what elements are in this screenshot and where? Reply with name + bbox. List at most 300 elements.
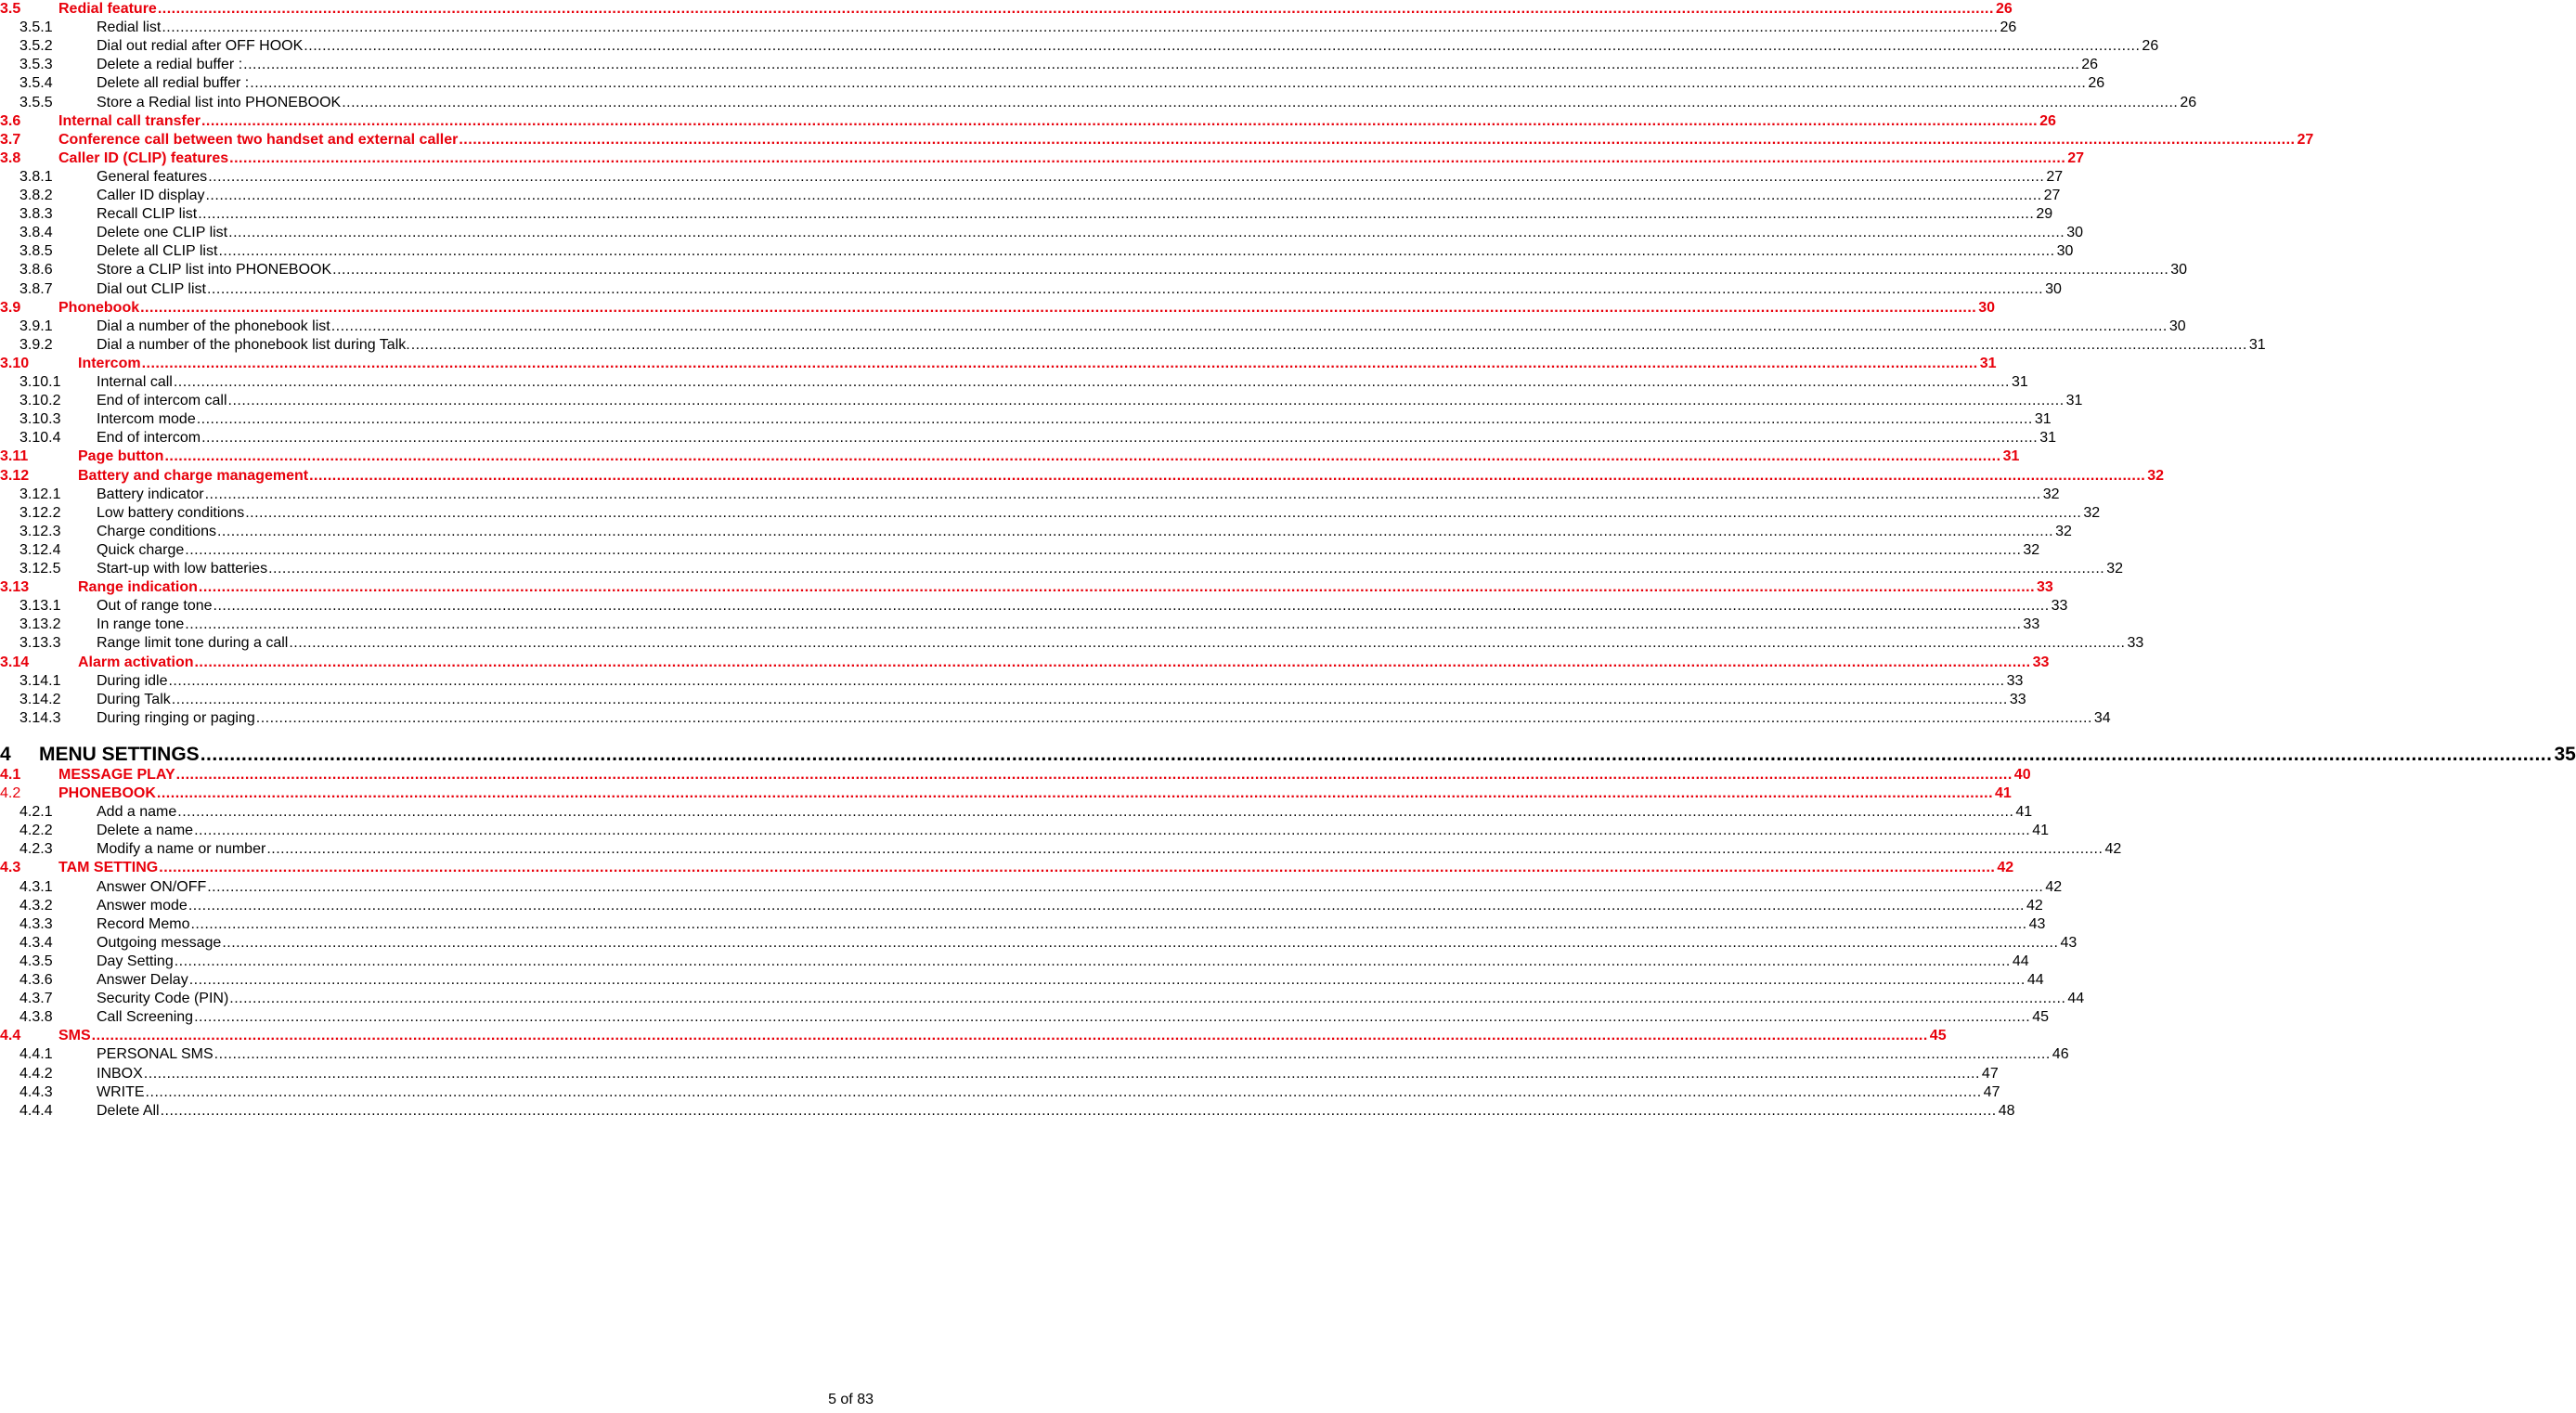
toc-entry-number: 3.9.2 [19, 336, 53, 353]
toc-entry-line [58, 766, 2031, 784]
dot-leader: ................................................................................................................................................................................................................................................................................................................................................................................................................ [157, 1, 1994, 17]
toc-entry-title: MENU SETTINGS [39, 743, 200, 765]
dot-leader: ................................................................................................................................................................................................................................................................................................................................................................................................................ [304, 38, 2141, 55]
toc-entry[interactable] [0, 187, 2061, 205]
toc-entry-page: 32 [2023, 541, 2040, 558]
toc-entry[interactable] [0, 1065, 1999, 1083]
toc-entry-number: 3.10 [0, 355, 30, 371]
toc-entry-page: 32 [2042, 486, 2060, 502]
toc-entry-page: 31 [2065, 393, 2083, 409]
toc-entry-title: Quick charge [97, 541, 185, 558]
toc-entry-line [97, 822, 2049, 840]
toc-entry-line [97, 373, 2028, 392]
toc-entry-number: 3.7 [0, 131, 21, 148]
toc-entry[interactable] [0, 840, 2122, 859]
toc-entry[interactable] [0, 112, 2056, 131]
dot-leader: ................................................................................................................................................................................................................................................................................................................................................................................................................ [309, 467, 2146, 484]
toc-entry-line [97, 541, 2040, 560]
toc-entry[interactable] [0, 486, 2060, 504]
toc-entry-number: 4.3.3 [19, 915, 53, 932]
toc-entry-line [97, 205, 2053, 224]
dot-leader: ................................................................................................................................................................................................................................................................................................................................................................................................................ [205, 188, 2042, 203]
toc-entry-title: MESSAGE PLAY [58, 766, 175, 783]
toc-entry-title: In range tone [97, 616, 185, 633]
toc-entry-title: Low battery conditions [97, 504, 245, 521]
toc-entry-line [97, 410, 2052, 429]
toc-entry-line [97, 318, 2186, 336]
toc-entry-page: 32 [2055, 523, 2072, 539]
toc-entry-number: 3.11 [0, 448, 29, 465]
toc-entry[interactable] [0, 784, 2012, 803]
toc-entry[interactable] [0, 467, 2164, 486]
toc-entry[interactable] [0, 0, 2013, 19]
toc-entry-number: 3.8.6 [19, 262, 53, 279]
toc-entry[interactable] [0, 541, 2040, 560]
toc-entry-number: 3.12.4 [19, 541, 61, 558]
toc-entry-number: 4.1 [0, 766, 21, 783]
toc-entry-title: Intercom mode [97, 411, 196, 428]
toc-entry-number: 4.3.7 [19, 991, 53, 1007]
dot-leader: ................................................................................................................................................................................................................................................................................................................................................................................................................ [174, 953, 2011, 969]
toc-entry-title: Add a name [97, 804, 177, 821]
toc-entry-title: During idle [97, 672, 168, 689]
toc-entry-number: 4.4.3 [19, 1083, 53, 1100]
toc-entry-title: INBOX [97, 1065, 143, 1082]
toc-entry-line [78, 355, 1997, 373]
toc-entry-page: 32 [2147, 467, 2164, 484]
toc-entry-page: 26 [1995, 1, 2013, 17]
toc-entry[interactable] [0, 94, 2197, 112]
toc-entry[interactable] [0, 149, 2085, 168]
toc-entry-page: 29 [2036, 206, 2053, 223]
toc-entry-page: 30 [1978, 299, 1996, 316]
toc-entry-number: 4.3.2 [19, 897, 53, 914]
toc-entry[interactable] [0, 429, 2056, 447]
toc-entry-title: Outgoing message [97, 934, 222, 951]
dot-leader: ................................................................................................................................................................................................................................................................................................................................................................................................................ [143, 1065, 1980, 1082]
toc-entry-page: 40 [2013, 766, 2031, 783]
toc-entry-page: 27 [2046, 168, 2064, 185]
toc-entry-line [97, 840, 2122, 859]
toc-entry-title: Caller ID display [97, 188, 205, 203]
toc-entry-title: Answer ON/OFF [97, 878, 207, 895]
toc-entry-page: 33 [2037, 579, 2053, 596]
toc-entry-number: 3.14 [0, 654, 30, 670]
dot-leader: ................................................................................................................................................................................................................................................................................................................................................................................................................ [159, 860, 1996, 876]
toc-entry[interactable] [0, 168, 2064, 187]
toc-entry-title: Recall CLIP list [97, 206, 198, 223]
toc-entry-number: 4.4.2 [19, 1065, 53, 1082]
toc-entry-page: 31 [2039, 430, 2056, 447]
toc-entry-page: 27 [2067, 149, 2085, 166]
dot-leader: ................................................................................................................................................................................................................................................................................................................................................................................................................ [175, 766, 2013, 783]
toc-entry-line [97, 336, 2266, 355]
toc-entry-line [97, 74, 2105, 93]
dot-leader: ................................................................................................................................................................................................................................................................................................................................................................................................................ [208, 168, 2045, 185]
toc-entry-title: Charge conditions [97, 523, 216, 539]
dot-leader: ................................................................................................................................................................................................................................................................................................................................................................................................................ [194, 654, 2031, 670]
toc-entry-line [97, 915, 2046, 934]
dot-leader: ................................................................................................................................................................................................................................................................................................................................................................................................................ [140, 299, 1977, 316]
toc-entry[interactable] [0, 131, 2314, 149]
toc-entry-number: 3.12.5 [19, 561, 61, 577]
toc-entry-page: 48 [1998, 1102, 2015, 1119]
toc-entry[interactable] [0, 742, 2576, 768]
toc-entry[interactable] [0, 803, 2033, 822]
toc-entry-line [58, 859, 2014, 877]
dot-leader: ................................................................................................................................................................................................................................................................................................................................................................................................................ [206, 280, 2044, 297]
toc-entry-page: 32 [2083, 504, 2101, 521]
toc-entry-page: 44 [2012, 953, 2029, 969]
toc-entry-page: 31 [1979, 355, 1997, 371]
toc-entry-line [78, 654, 2050, 672]
dot-leader: ................................................................................................................................................................................................................................................................................................................................................................................................................ [214, 1046, 2051, 1063]
toc-entry-page: 44 [2026, 972, 2044, 988]
toc-entry-line [97, 803, 2033, 822]
toc-entry-title: Modify a name or number [97, 841, 266, 858]
toc-entry-number: 3.14.3 [19, 709, 61, 726]
toc-entry-title: Security Code (PIN) [97, 991, 229, 1007]
toc-entry-number: 4.3 [0, 860, 21, 876]
toc-entry[interactable] [0, 336, 2266, 355]
toc-entry[interactable] [0, 242, 2074, 261]
toc-entry-page: 30 [2045, 280, 2062, 297]
toc-entry-title: Answer Delay [97, 972, 188, 988]
toc-entry-page: 43 [2028, 915, 2046, 932]
toc-entry-page: 46 [2052, 1046, 2069, 1063]
toc-entry[interactable] [0, 578, 2053, 597]
toc-entry-number: 3.13.3 [19, 635, 61, 652]
dot-leader: ................................................................................................................................................................................................................................................................................................................................................................................................................ [185, 541, 2022, 558]
toc-entry-page: 41 [2015, 804, 2033, 821]
toc-entry-number: 4.4.1 [19, 1046, 53, 1063]
dot-leader: ................................................................................................................................................................................................................................................................................................................................................................................................................ [459, 131, 2296, 148]
toc-entry[interactable] [0, 56, 2099, 74]
toc-entry-page: 26 [2142, 38, 2159, 55]
toc-entry-page: 26 [2000, 19, 2017, 36]
toc-entry[interactable] [0, 878, 2063, 897]
toc-entry-page: 42 [2045, 878, 2063, 895]
toc-entry-title: Redial list [97, 19, 162, 36]
toc-entry-title: During ringing or paging [97, 709, 255, 726]
toc-entry-line [97, 56, 2099, 74]
dot-leader: ................................................................................................................................................................................................................................................................................................................................................................................................................ [332, 262, 2169, 279]
dot-leader: ................................................................................................................................................................................................................................................................................................................................................................................................................ [160, 1102, 1997, 1119]
toc-entry[interactable] [0, 523, 2072, 541]
toc-entry-title: Day Setting [97, 953, 174, 969]
toc-entry[interactable] [0, 19, 2017, 37]
toc-entry-title: Delete a name [97, 823, 194, 839]
toc-entry-page: 26 [2180, 94, 2197, 110]
toc-entry-number: 3.8 [0, 149, 21, 166]
toc-entry[interactable] [0, 560, 2123, 578]
toc-entry-number: 3.10.2 [19, 393, 61, 409]
toc-entry-title: Delete all redial buffer : [97, 75, 250, 92]
dot-leader: ................................................................................................................................................................................................................................................................................................................................................................................................................ [173, 374, 2010, 390]
toc-entry-page: 34 [2093, 709, 2111, 726]
toc-entry-line [97, 560, 2123, 578]
toc-entry-title: Record Memo [97, 915, 190, 932]
toc-entry[interactable] [0, 392, 2083, 410]
toc-entry-number: 3.12 [0, 467, 30, 484]
toc-entry-line [58, 784, 2012, 803]
toc-entry-number: 4.3.1 [19, 878, 53, 895]
toc-entry[interactable] [0, 672, 2024, 691]
toc-entry-title: Alarm activation [78, 654, 194, 670]
toc-entry-number: 4.3.8 [19, 1009, 53, 1026]
toc-entry-page: 33 [2009, 691, 2026, 707]
toc-entry-number: 3.8.5 [19, 243, 53, 260]
toc-entry-line [58, 1027, 1947, 1045]
toc-entry-number: 4 [0, 743, 11, 765]
toc-entry-number: 3.5.4 [19, 75, 53, 92]
toc-entry-title: During Talk [97, 691, 171, 707]
toc-entry-line [97, 672, 2024, 691]
toc-entry-page: 42 [2104, 841, 2122, 858]
toc-entry-number: 3.5.5 [19, 94, 53, 110]
toc-entry-line [58, 299, 1996, 318]
toc-entry[interactable] [0, 447, 2020, 466]
toc-entry-title: Dial a number of the phonebook list [97, 318, 330, 334]
toc-entry-number: 3.14.2 [19, 691, 61, 707]
dot-leader: ................................................................................................................................................................................................................................................................................................................................................................................................................ [213, 598, 2050, 615]
toc-entry-title: Dial out redial after OFF HOOK [97, 38, 304, 55]
toc-entry-line [58, 0, 2013, 19]
toc-entry-page: 30 [2170, 262, 2188, 279]
toc-entry[interactable] [0, 74, 2105, 93]
toc-entry-page: 42 [1997, 860, 2014, 876]
toc-entry-line [97, 597, 2068, 616]
dot-leader: ................................................................................................................................................................................................................................................................................................................................................................................................................ [188, 897, 2025, 914]
toc-entry-line [97, 94, 2197, 112]
toc-entry-title: Store a CLIP list into PHONEBOOK [97, 262, 332, 279]
toc-entry-line [97, 971, 2044, 990]
toc-entry-title: Delete a redial buffer : [97, 57, 243, 73]
toc-entry[interactable] [0, 915, 2046, 934]
toc-entry-page: 27 [2043, 188, 2061, 203]
toc-entry[interactable] [0, 299, 1996, 318]
toc-entry-page: 45 [2032, 1009, 2049, 1026]
toc-entry-title: Dial a number of the phonebook list during Talk. [97, 336, 410, 353]
toc-entry[interactable] [0, 318, 2186, 336]
toc-entry[interactable] [0, 934, 2078, 953]
toc-entry-page: 35 [2554, 743, 2576, 765]
toc-entry-line [97, 1065, 1999, 1083]
dot-leader: ................................................................................................................................................................................................................................................................................................................................................................................................................ [266, 841, 2104, 858]
dot-leader: ................................................................................................................................................................................................................................................................................................................................................................................................................ [164, 448, 2001, 465]
toc-entry-number: 4.2.3 [19, 841, 53, 858]
toc-entry-title: Phonebook [58, 299, 140, 316]
dot-leader: ................................................................................................................................................................................................................................................................................................................................................................................................................ [229, 991, 2066, 1007]
toc-entry-line [97, 691, 2026, 709]
toc-entry[interactable] [0, 37, 2159, 56]
dot-leader: ................................................................................................................................................................................................................................................................................................................................................................................................................ [171, 691, 2008, 707]
toc-entry[interactable] [0, 822, 2049, 840]
toc-entry-page: 45 [1929, 1028, 1947, 1044]
dot-leader: ................................................................................................................................................................................................................................................................................................................................................................................................................ [168, 672, 2005, 689]
toc-entry-title: Conference call between two handset and external caller [58, 131, 459, 148]
toc-entry[interactable] [0, 1027, 1947, 1045]
dot-leader: ................................................................................................................................................................................................................................................................................................................................................................................................................ [216, 523, 2054, 539]
toc-entry-line [97, 634, 2144, 653]
toc-entry-page: 26 [2081, 57, 2099, 73]
toc-entry[interactable] [0, 373, 2028, 392]
toc-entry[interactable] [0, 280, 2062, 299]
dot-leader: ................................................................................................................................................................................................................................................................................................................................................................................................................ [289, 635, 2126, 652]
toc-entry-line [97, 168, 2064, 187]
toc-entry-title: Delete one CLIP list [97, 225, 228, 241]
toc-entry-title: End of intercom call [97, 393, 227, 409]
toc-entry[interactable] [0, 709, 2111, 728]
dot-leader: ................................................................................................................................................................................................................................................................................................................................................................................................................ [141, 355, 1978, 371]
toc-entry-number: 3.5 [0, 1, 21, 17]
toc-entry-title: Intercom [78, 355, 141, 371]
toc-entry-page: 33 [2023, 616, 2040, 633]
toc-entry-page: 42 [2026, 897, 2043, 914]
toc-entry-number: 3.10.3 [19, 411, 61, 428]
toc-entry[interactable] [0, 1083, 2000, 1102]
toc-entry[interactable] [0, 597, 2068, 616]
toc-entry-number: 4.3.6 [19, 972, 53, 988]
toc-entry-title: PERSONAL SMS [97, 1046, 214, 1063]
toc-entry-title: Range limit tone during a call [97, 635, 289, 652]
toc-entry-line [97, 37, 2159, 56]
toc-entry-number: 3.8.1 [19, 168, 53, 185]
dot-leader: ................................................................................................................................................................................................................................................................................................................................................................................................................ [222, 934, 2059, 951]
toc-entry-number: 3.13.1 [19, 598, 61, 615]
toc-entry-number: 3.9 [0, 299, 21, 316]
toc-entry-line [97, 486, 2060, 504]
toc-entry-title: TAM SETTING [58, 860, 159, 876]
toc-entry[interactable] [0, 766, 2031, 784]
toc-entry-title: Start-up with low batteries [97, 561, 268, 577]
dot-leader: ................................................................................................................................................................................................................................................................................................................................................................................................................ [268, 561, 2105, 577]
toc-entry[interactable] [0, 1045, 2069, 1064]
toc-entry-title: Internal call [97, 374, 173, 390]
toc-entry[interactable] [0, 616, 2040, 634]
toc-entry[interactable] [0, 691, 2026, 709]
dot-leader: ................................................................................................................................................................................................................................................................................................................................................................................................................ [91, 1028, 1928, 1044]
toc-entry-line [97, 280, 2062, 299]
dot-leader: ................................................................................................................................................................................................................................................................................................................................................................................................................ [410, 336, 2247, 353]
toc-entry-line [39, 742, 2576, 768]
toc-entry-page: 33 [2006, 672, 2024, 689]
toc-entry-line [97, 1008, 2049, 1027]
toc-entry-line [97, 953, 2029, 971]
toc-entry[interactable] [0, 1102, 2015, 1121]
toc-entry[interactable] [0, 654, 2050, 672]
dot-leader: ................................................................................................................................................................................................................................................................................................................................................................................................................ [194, 1009, 2031, 1026]
dot-leader: ................................................................................................................................................................................................................................................................................................................................................................................................................ [198, 206, 2035, 223]
dot-leader: ................................................................................................................................................................................................................................................................................................................................................................................................................ [330, 318, 2168, 334]
toc-entry-page: 26 [2039, 112, 2056, 129]
dot-leader: ................................................................................................................................................................................................................................................................................................................................................................................................................ [250, 75, 2087, 92]
toc-entry-title: Battery indicator [97, 486, 204, 502]
toc-entry-title: Delete all CLIP list [97, 243, 218, 260]
toc-entry-page: 43 [2060, 934, 2078, 951]
dot-leader: ................................................................................................................................................................................................................................................................................................................................................................................................................ [229, 149, 2066, 166]
toc-entry[interactable] [0, 953, 2029, 971]
toc-entry-line [97, 504, 2101, 523]
toc-entry-number: 3.10.4 [19, 430, 61, 447]
toc-entry-title: Page button [78, 448, 164, 465]
toc-entry-page: 33 [2127, 635, 2144, 652]
toc-entry[interactable] [0, 634, 2144, 653]
toc-entry[interactable] [0, 261, 2188, 279]
toc-entry-title: Delete All [97, 1102, 160, 1119]
toc-entry-line [97, 934, 2078, 953]
toc-entry-line [97, 187, 2061, 205]
toc-entry[interactable] [0, 355, 1997, 373]
toc-entry-page: 30 [2056, 243, 2074, 260]
toc-entry-number: 4.4.4 [19, 1102, 53, 1119]
dot-leader: ................................................................................................................................................................................................................................................................................................................................................................................................................ [145, 1083, 1982, 1100]
dot-leader: ................................................................................................................................................................................................................................................................................................................................................................................................................ [200, 743, 2553, 765]
toc-entry[interactable] [0, 971, 2044, 990]
toc-entry-line [78, 447, 2020, 466]
toc-entry[interactable] [0, 859, 2014, 877]
toc-entry-number: 4.3.5 [19, 953, 53, 969]
toc-entry[interactable] [0, 410, 2052, 429]
dot-leader: ................................................................................................................................................................................................................................................................................................................................................................................................................ [198, 579, 2036, 596]
dot-leader: ................................................................................................................................................................................................................................................................................................................................................................................................................ [156, 785, 1994, 801]
toc-entry-number: 3.5.1 [19, 19, 53, 36]
toc-entry-page: 31 [2002, 448, 2020, 465]
toc-entry-line [97, 242, 2074, 261]
toc-entry-line [97, 1102, 2015, 1121]
toc-entry-title: WRITE [97, 1083, 145, 1100]
toc-entry-number: 4.4 [0, 1028, 21, 1044]
toc-entry-page: 33 [2051, 598, 2068, 615]
toc-entry[interactable] [0, 504, 2101, 523]
toc-entry-line [78, 467, 2164, 486]
dot-leader: ................................................................................................................................................................................................................................................................................................................................................................................................................ [245, 504, 2082, 521]
toc-entry-line [97, 523, 2072, 541]
toc-entry-title: General features [97, 168, 208, 185]
toc-entry-page: 26 [2088, 75, 2105, 92]
dot-leader: ................................................................................................................................................................................................................................................................................................................................................................................................................ [218, 243, 2055, 260]
toc-entry-number: 4.2.1 [19, 804, 53, 821]
toc-entry-title: Store a Redial list into PHONEBOOK [97, 94, 342, 110]
toc-entry[interactable] [0, 897, 2043, 915]
toc-entry-number: 3.8.3 [19, 206, 53, 223]
toc-entry-line [58, 131, 2314, 149]
dot-leader: ................................................................................................................................................................................................................................................................................................................................................................................................................ [196, 411, 2033, 428]
toc-entry-title: Out of range tone [97, 598, 213, 615]
toc-entry[interactable] [0, 1008, 2049, 1027]
toc-entry-number: 3.10.1 [19, 374, 61, 390]
toc-entry[interactable] [0, 205, 2053, 224]
dot-leader: ................................................................................................................................................................................................................................................................................................................................................................................................................ [255, 709, 2092, 726]
toc-entry-page: 47 [1983, 1083, 2000, 1100]
toc-entry[interactable] [0, 990, 2085, 1008]
toc-entry-title: Dial out CLIP list [97, 280, 206, 297]
toc-entry-page: 44 [2067, 991, 2085, 1007]
toc-entry-number: 4.2.2 [19, 823, 53, 839]
toc-entry-line [97, 897, 2043, 915]
toc-entry-page: 30 [2066, 225, 2084, 241]
toc-entry-line [78, 578, 2053, 597]
toc-entry-title: Range indication [78, 579, 198, 596]
dot-leader: ................................................................................................................................................................................................................................................................................................................................................................................................................ [188, 972, 2026, 988]
toc-entry-line [58, 149, 2085, 168]
toc-entry-line [97, 224, 2084, 242]
toc-entry-title: SMS [58, 1028, 91, 1044]
toc-entry[interactable] [0, 224, 2084, 242]
dot-leader: ................................................................................................................................................................................................................................................................................................................................................................................................................ [194, 823, 2031, 839]
toc-entry-line [97, 1083, 2000, 1102]
toc-entry-page: 41 [2032, 823, 2049, 839]
